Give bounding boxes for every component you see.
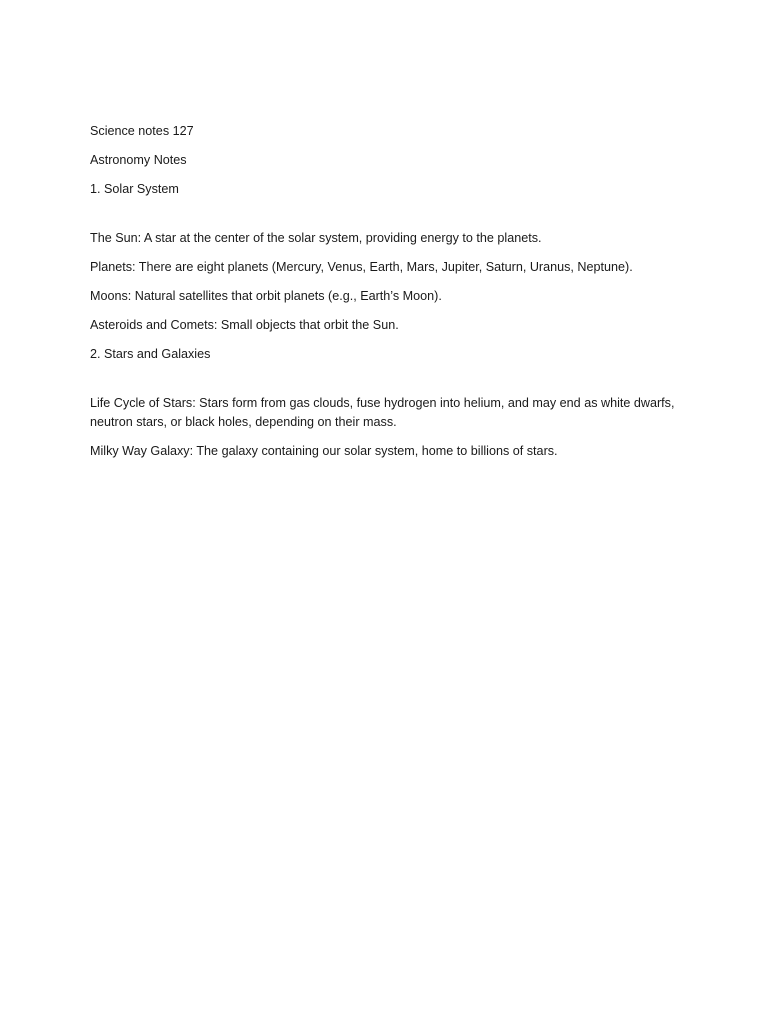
paragraph-asteroids-comets: Asteroids and Comets: Small objects that orbit the Sun. [90, 318, 399, 332]
paragraph-milky-way: Milky Way Galaxy: The galaxy containing our solar system, home to billions of stars. [90, 444, 558, 458]
notes-header: Science notes 127 [90, 124, 194, 138]
section-heading-stars-galaxies: 2. Stars and Galaxies [90, 347, 211, 361]
section-heading-solar-system: 1. Solar System [90, 182, 179, 196]
paragraph-planets: Planets: There are eight planets (Mercury, Venus, Earth, Mars, Jupiter, Saturn, Uranus, Neptune). [90, 260, 633, 274]
blank-line [90, 374, 690, 394]
paragraph-moons: Moons: Natural satellites that orbit planets (e.g., Earth’s Moon). [90, 289, 442, 303]
document-body [90, 122, 690, 471]
notes-title: Astronomy Notes [90, 153, 187, 167]
paragraph-sun: The Sun: A star at the center of the solar system, providing energy to the planets. [90, 231, 542, 245]
blank-line [90, 209, 690, 229]
paragraph-life-cycle-of-stars: Life Cycle of Stars: Stars form from gas clouds, fuse hydrogen into helium, and may end as white dwarfs, neutron stars, or black holes, depending on their mass. [90, 396, 675, 429]
